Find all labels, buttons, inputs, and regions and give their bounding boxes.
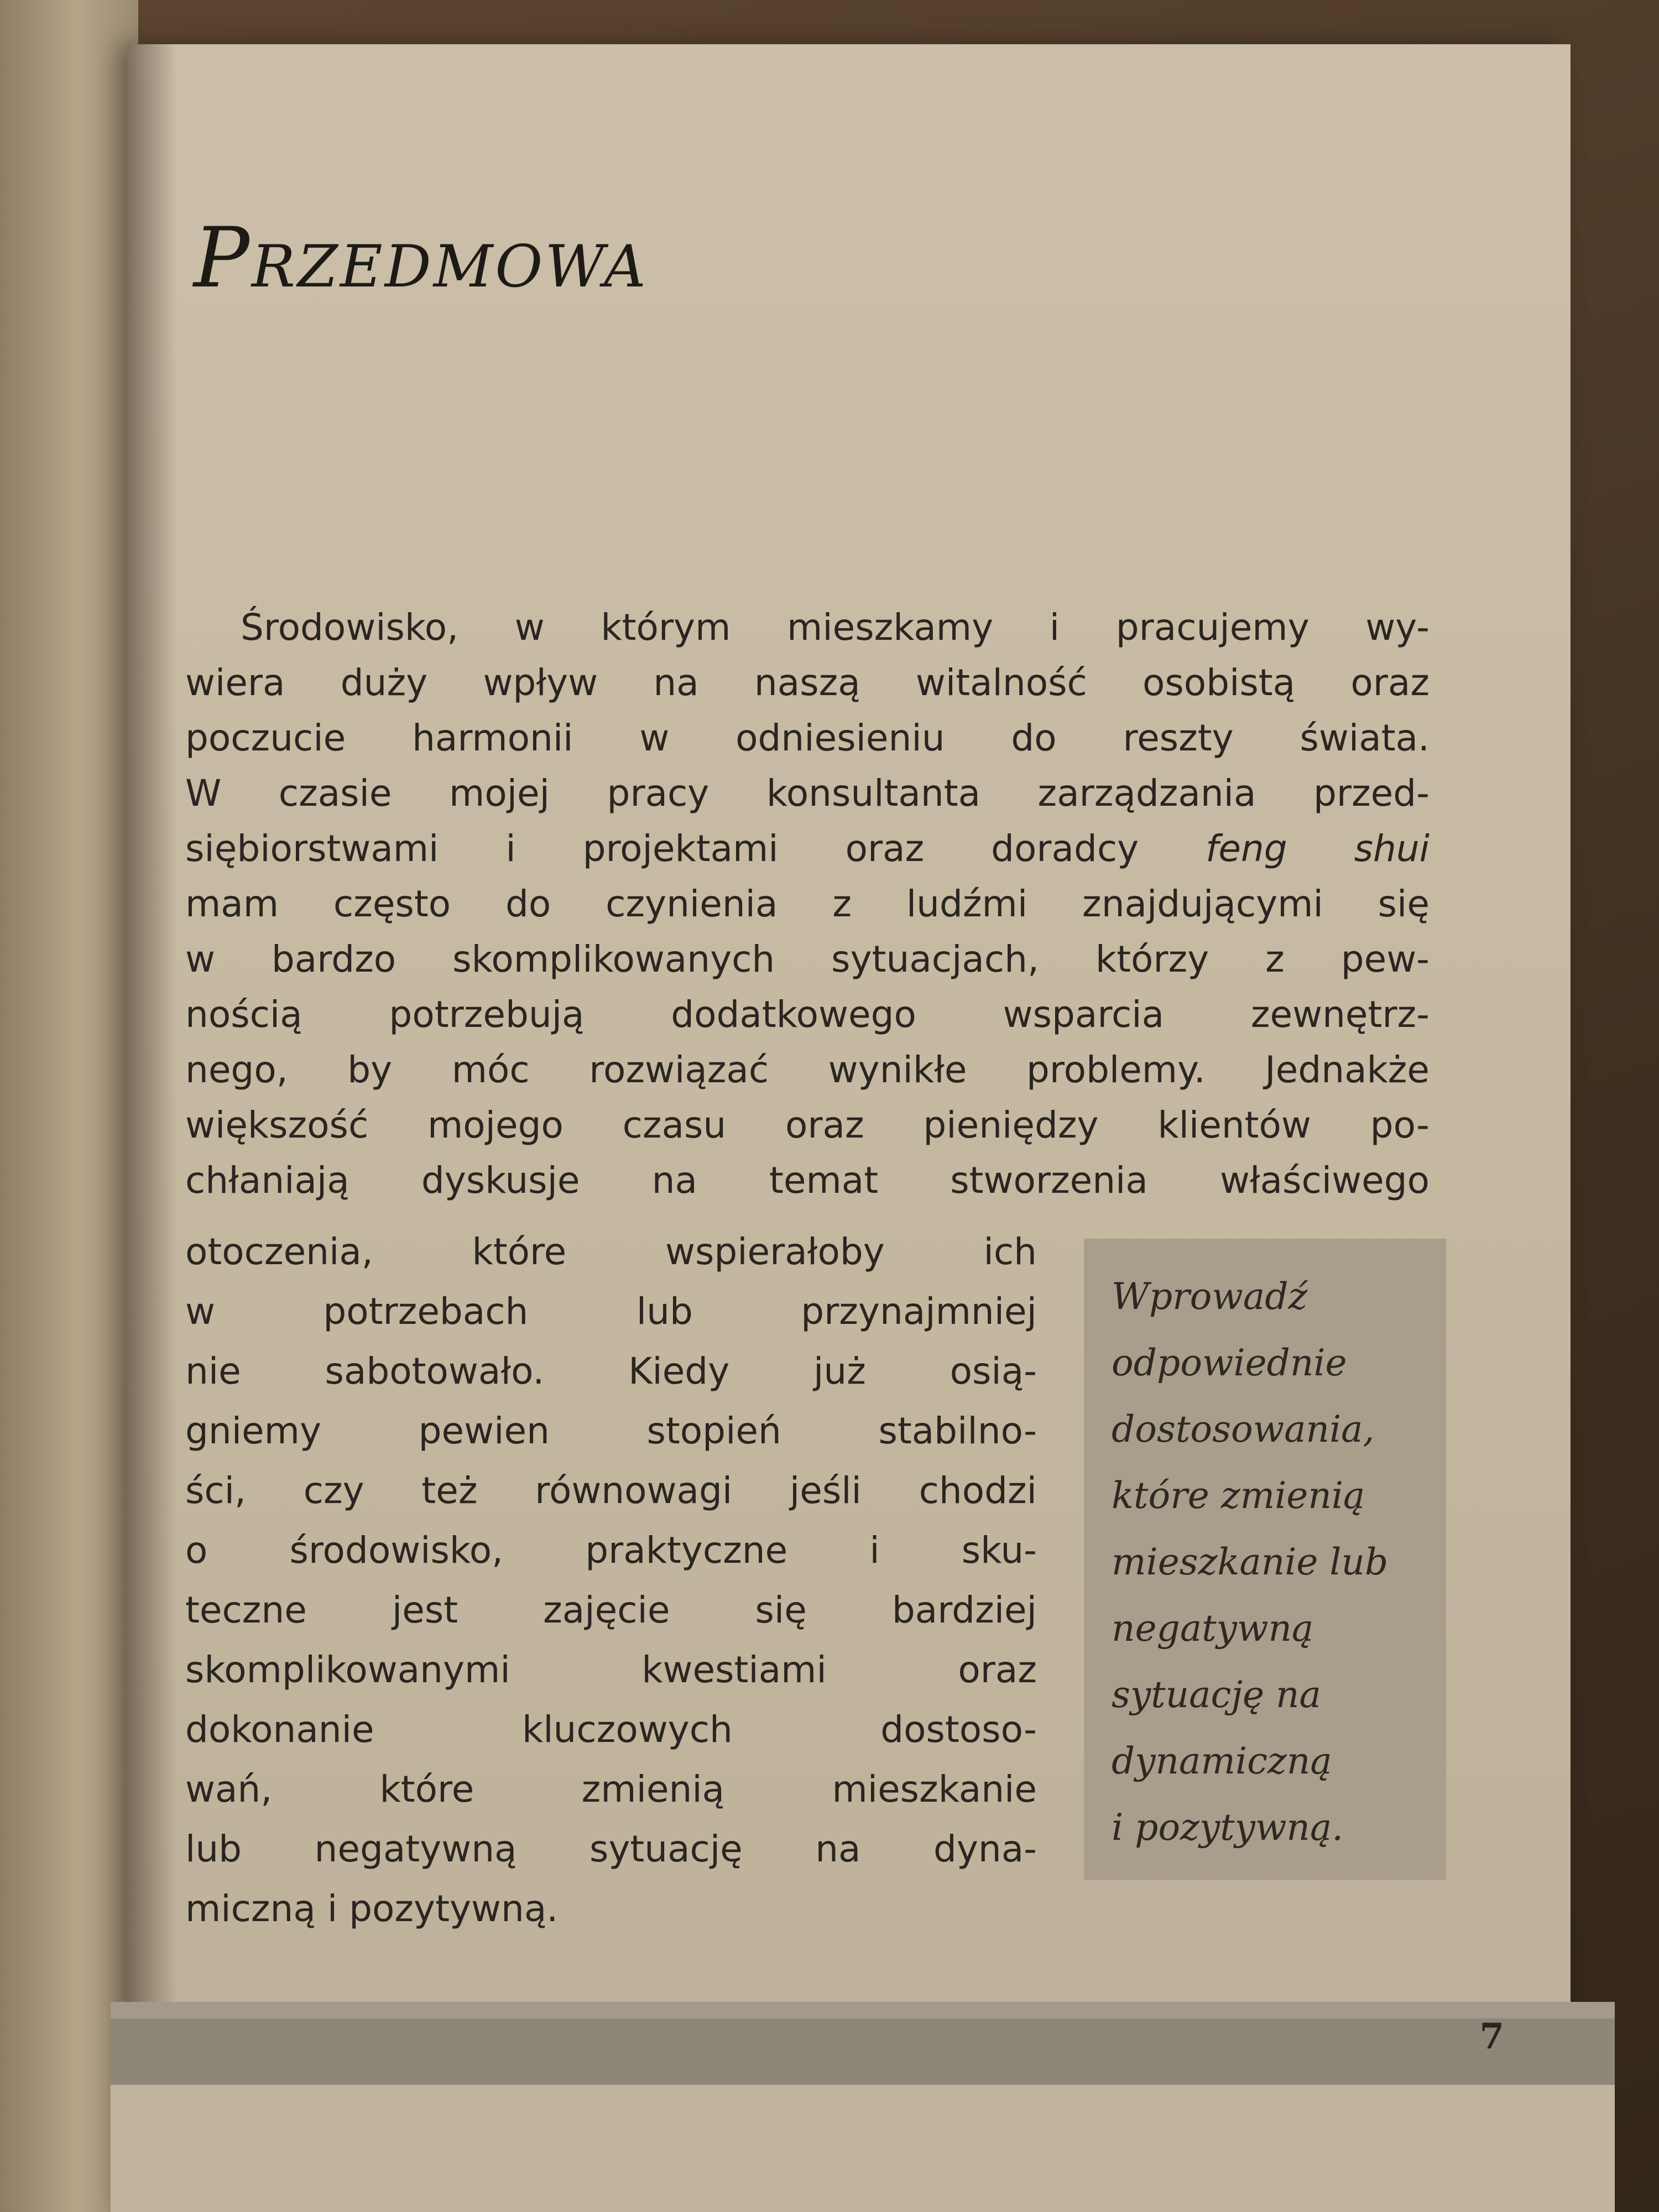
column-line: dokonanie kluczowych dostoso- [185, 1708, 1037, 1751]
column-line: otoczenia, które wspierałoby ich [185, 1230, 1037, 1273]
pull-quote [1112, 1264, 1421, 1861]
paragraph-line: Środowisko, w którym mieszkamy i pracujemy wy- [241, 606, 1430, 649]
column-line: teczne jest zajęcie się bardziej [185, 1589, 1037, 1631]
paragraph-line: wiera duży wpływ na naszą witalność osobistą oraz [185, 661, 1430, 704]
pull-quote-line: i pozytywną. [1112, 1806, 1344, 1849]
pull-quote-line: odpowiednie [1112, 1342, 1347, 1384]
column-line: gniemy pewien stopień stabilno- [185, 1410, 1037, 1452]
column-line: o środowisko, praktyczne i sku- [185, 1529, 1037, 1572]
paragraph-line: mam często do czynienia z ludźmi znajdującymi się [185, 883, 1430, 925]
paragraph-line: nością potrzebują dodatkowego wsparcia zewnętrz- [185, 993, 1430, 1036]
pull-quote-box [1084, 1239, 1446, 1880]
emphasis-feng-shui: feng shui [1206, 827, 1430, 870]
paragraph-line: siębiorstwami i projektami oraz doradcy feng shui [185, 827, 1430, 870]
page-gutter-shadow [127, 44, 177, 2212]
paragraph-line: w bardzo skomplikowanych sytuacjach, którzy z pew- [185, 938, 1430, 980]
pull-quote-line: negatywną [1112, 1607, 1314, 1650]
paragraph-line: większość mojego czasu oraz pieniędzy klientów po- [185, 1104, 1430, 1146]
page-number: 7 [1479, 2016, 1504, 2057]
pull-quote-line: Wprowadź [1112, 1275, 1308, 1318]
column-line: lub negatywną sytuację na dyna- [185, 1828, 1037, 1870]
main-paragraph [185, 600, 1430, 1208]
pull-quote-line: dynamiczną [1112, 1740, 1332, 1782]
pull-quote-line: dostosowania, [1112, 1408, 1375, 1451]
page-bottom-margin [111, 2085, 1615, 2212]
column-line: skomplikowanymi kwestiami oraz [185, 1648, 1037, 1691]
paragraph-line: nego, by móc rozwiązać wynikłe problemy. Jednakże [185, 1048, 1430, 1091]
paragraph-line: chłaniają dyskusje na temat stworzenia właściwego [185, 1159, 1430, 1202]
column-line: ści, czy też równowagi jeśli chodzi [185, 1469, 1037, 1512]
facing-page-edge [0, 0, 138, 2212]
column-line: miczną i pozytywną. [185, 1887, 559, 1930]
pull-quote-line: które zmienią [1112, 1474, 1365, 1517]
narrow-column-text [185, 1222, 1037, 1939]
column-line: nie sabotowało. Kiedy już osią- [185, 1350, 1037, 1392]
chapter-title: Przedmowa [194, 210, 648, 306]
pull-quote-line: mieszkanie lub [1112, 1541, 1389, 1583]
paragraph-line: W czasie mojej pracy konsultanta zarządzania przed- [185, 772, 1430, 815]
column-line: w potrzebach lub przynajmniej [185, 1290, 1037, 1333]
paragraph-line: poczucie harmonii w odniesieniu do reszty świata. [185, 717, 1430, 759]
column-line: wań, które zmienią mieszkanie [185, 1768, 1037, 1811]
footer-band-highlight [111, 2002, 1615, 2018]
pull-quote-line: sytuację na [1112, 1673, 1321, 1716]
